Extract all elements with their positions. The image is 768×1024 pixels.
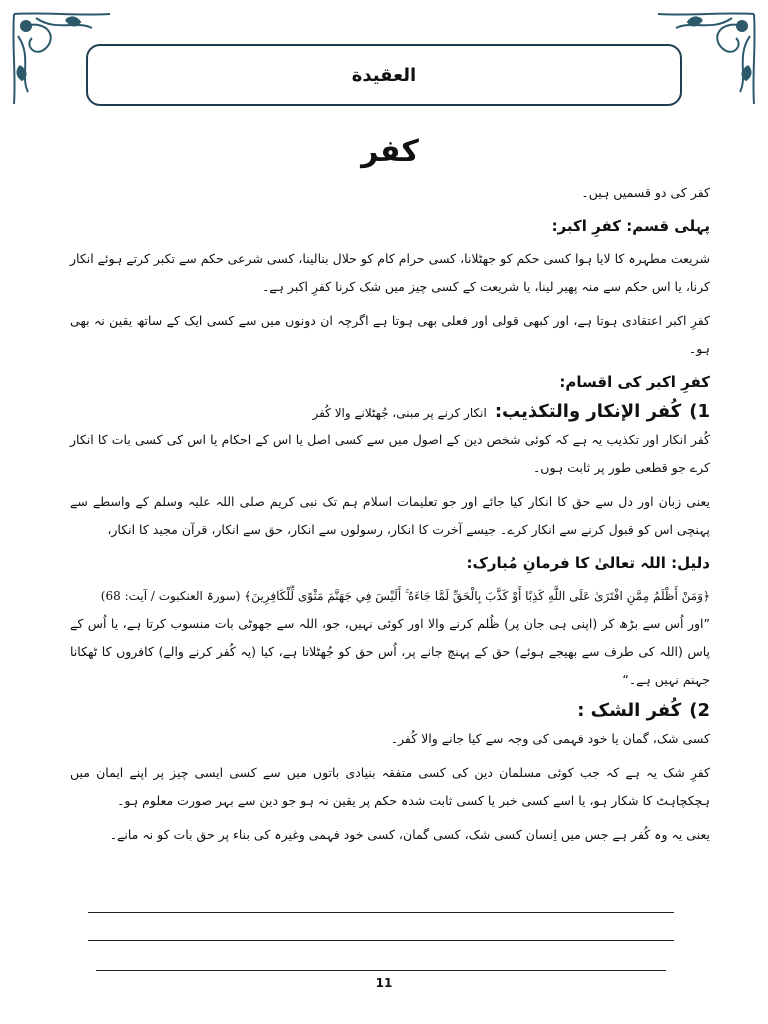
footer-divider	[96, 970, 666, 971]
header-title: العقيدة	[351, 64, 417, 86]
type1-paragraph-1: کُفر انکار اور تکذیب یہ ہے کہ کوئی شخص دین کے اصول میں سے کسی اصل یا اس کے احکام یا اس کی کسی بات کا انکار کرے جو قطعی طور پر ثابت ہوں۔	[70, 432, 710, 475]
page-content	[70, 134, 710, 855]
quran-verse: ﴿وَمَنْ أَظْلَمُ مِمَّنِ افْتَرَىٰ عَلَى اللَّهِ كَذِبًا أَوْ كَذَّبَ بِالْحَقِّ لَمَّا جَاءَهُ ۚ أَلَيْسَ فِي جَهَنَّمَ مَثْوًى لِّلْكَافِرِينَ﴾ (سورۃ العنکبوت / آیت: 68)	[100, 589, 710, 603]
type2-title: کُفر الشک :	[577, 700, 682, 721]
verse-translation: ”اور اُس سے بڑھ کر (اپنی ہی جان پر) ظُلم کرنے والا اور کوئی نہیں، جو، اللہ سے جھوٹی بات منسوب کرتا ہے، یا اُس کے پاس (اللہ کی طرف سے بھیجے ہوئے) حق کے پہنچ جانے پر، اُس حق کو جُھٹلاتا ہے، کیا (یہ کُفر کرنے والے) کافروں کا ٹھکانا جہنم نہیں ہے۔“	[70, 616, 710, 687]
type1-heading	[70, 401, 710, 422]
page-title: کفر	[361, 134, 419, 169]
intro-text: کفر کی دو قسمیں ہیں۔	[581, 185, 710, 200]
evidence-heading: دلیل: اللہ تعالیٰ کا فرمانِ مُبارک:	[466, 554, 710, 572]
type2-heading	[70, 700, 710, 721]
page-number: 11	[375, 976, 393, 990]
note-line	[88, 940, 674, 941]
header-banner	[86, 44, 682, 106]
type2-number: 2)	[689, 700, 710, 721]
type2-subtitle: کسی شک، گمان یا خود فہمی کی وجہ سے کیا جانے والا کُفر۔	[390, 731, 710, 746]
first-type-paragraph-2: کفرِ اکبر اعتقادی ہوتا ہے، اور کبھی قولی اور فعلی بھی ہوتا ہے اگرچہ ان دونوں میں سے کسی ایک کے ساتھ یقین نہ بھی ہو۔	[70, 313, 710, 356]
first-type-paragraph-1: شریعت مطہرہ کا لایا ہوا کسی حکم کو جھٹلانا، کسی حرام کام کو حلال بنالینا، کسی شرعی حکم سے تکبر کرتے ہوئے انکار کرنا، یا اس حکم سے منہ پھیر لینا، یا شریعت کے کسی چیز میں شک کرنا کفرِ اکبر ہے۔	[70, 251, 710, 294]
note-line	[88, 912, 674, 913]
type1-subtitle: انکار کرنے پر مبنی، جُھٹلانے والا کُفر	[312, 406, 487, 420]
first-type-heading: پہلی قسم: کفرِ اکبر:	[551, 217, 710, 235]
type1-title: کُفر الإنكار والتكذيب:	[494, 401, 682, 422]
type1-paragraph-2: یعنی زبان اور دل سے حق کا انکار کیا جائے اور جو تعلیمات اسلام ہم تک نبی کریم صلی اللہ علیہ وسلم کے واسطے سے پہنچی اس کو قبول کرنے سے انکار کرے۔ جیسے آخرت کا انکار، رسولوں سے انکار، حق سے انکار، قرآن مجید کا انکار،	[70, 494, 710, 537]
type2-paragraph-2: یعنی یہ وہ کُفر ہے جس میں اِنسان کسی شک، کسی گمان، کسی خود فہمی وغیرہ کی بناء پر حق بات کو نہ مانے۔	[109, 827, 710, 842]
type2-paragraph-1: کفرِ شک یہ ہے کہ جب کوئی مسلمان دین کی کسی متفقہ بنیادی باتوں میں سے کسی ایسی چیز پر اپنے ایمان میں ہچکچاہٹ کا شکار ہو، یا اسے کسی خبر یا کسی ثابت شدہ حکم پر یقین نہ ہو جو دین سے بہر صورت معلوم ہو۔	[70, 765, 710, 808]
types-heading: کفرِ اکبر کی اقسام:	[559, 373, 710, 391]
notes-lines	[88, 912, 674, 968]
type1-number: 1)	[689, 401, 710, 422]
